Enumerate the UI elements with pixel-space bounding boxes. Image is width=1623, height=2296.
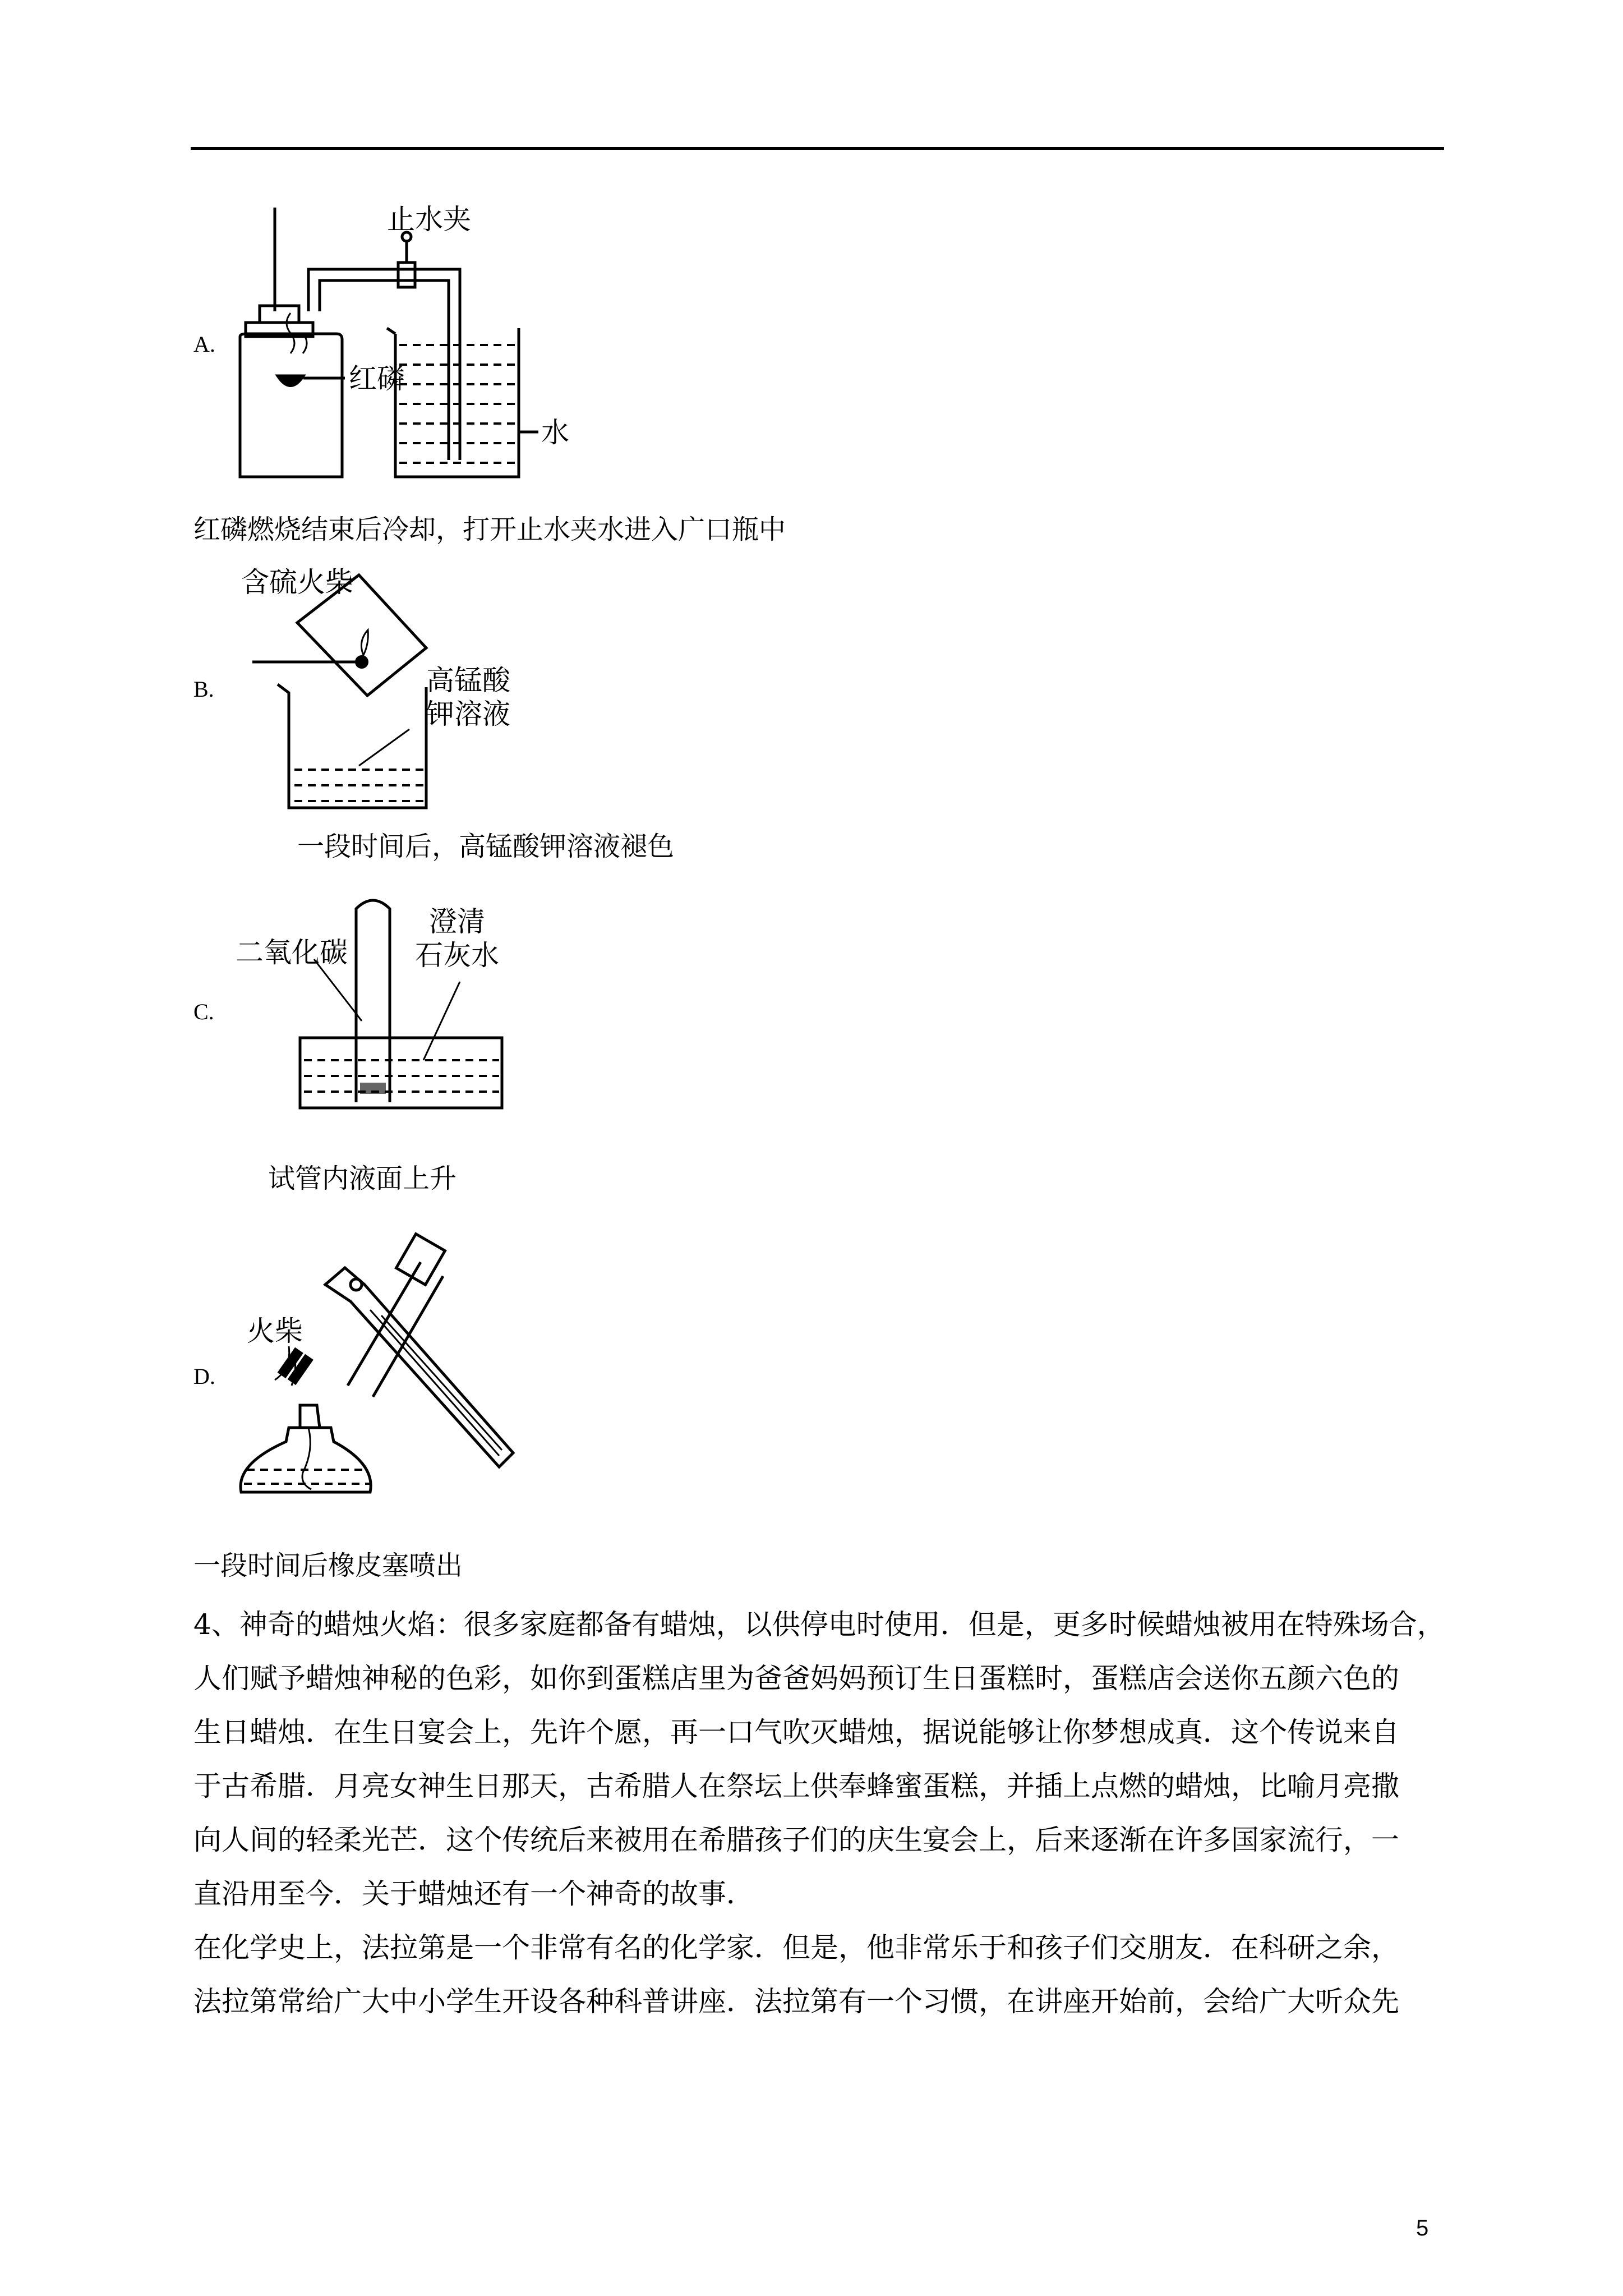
option-a-label: A. bbox=[193, 332, 215, 357]
figure-b-match-label: 含硫火柴 bbox=[241, 566, 353, 599]
option-b-label: B. bbox=[193, 677, 214, 702]
figure-c-gas-label: 二氧化碳 bbox=[236, 936, 348, 969]
option-c-label: C. bbox=[193, 999, 214, 1024]
passage-line: 法拉第常给广大中小学生开设各种科普讲座．法拉第有一个习惯，在讲座开始前，会给广大听众先 bbox=[193, 1985, 1399, 2018]
figure-d-alcohol-lamp-test-tube bbox=[236, 1217, 550, 1531]
figure-a-phosphorus-label: 红磷 bbox=[349, 362, 405, 395]
passage-line: 4、神奇的蜡烛火焰：很多家庭都备有蜡烛，以供停电时使用．但是，更多时候蜡烛被用在特殊场合， bbox=[193, 1608, 1445, 1641]
figure-b-solution-label-2: 钾溶液 bbox=[426, 698, 510, 730]
figure-a-water-label: 水 bbox=[541, 416, 569, 449]
passage-line: 向人间的轻柔光芒．这个传统后来被用在希腊孩子们的庆生宴会上，后来逐渐在许多国家流行，一 bbox=[193, 1824, 1399, 1856]
passage-line: 在化学史上，法拉第是一个非常有名的化学家．但是，他非常乐于和孩子们交朋友．在科研之余， bbox=[193, 1931, 1399, 1964]
figure-d-match-label: 火柴 bbox=[247, 1315, 303, 1347]
option-a-caption: 红磷燃烧结束后冷却，打开止水夹水进入广口瓶中 bbox=[193, 514, 786, 545]
figure-c-co2-test-tube bbox=[236, 892, 561, 1116]
passage-line: 人们赋予蜡烛神秘的色彩，如你到蛋糕店里为爸爸妈妈预订生日蛋糕时，蛋糕店会送你五颜六色的 bbox=[193, 1662, 1399, 1695]
figure-c-limewater-label-2: 石灰水 bbox=[415, 939, 499, 972]
option-d-label: D. bbox=[193, 1364, 215, 1389]
option-c-caption: 试管内液面上升 bbox=[268, 1163, 457, 1194]
figure-c-limewater-label-1: 澄清 bbox=[429, 905, 485, 938]
passage-line: 直沿用至今．关于蜡烛还有一个神奇的故事． bbox=[193, 1878, 754, 1910]
figure-a-clamp-label: 止水夹 bbox=[387, 203, 471, 236]
option-d-caption: 一段时间后橡皮塞喷出 bbox=[193, 1550, 463, 1581]
passage bbox=[193, 1598, 1444, 2028]
passage-line: 于古希腊．月亮女神生日那天，古希腊人在祭坛上供奉蜂蜜蛋糕，并插上点燃的蜡烛，比喻月亮撒 bbox=[193, 1770, 1399, 1802]
option-b-caption: 一段时间后，高锰酸钾溶液褪色 bbox=[297, 831, 675, 862]
figure-b-solution-label-1: 高锰酸 bbox=[426, 664, 510, 697]
figure-a-red-phosphorus-apparatus bbox=[224, 191, 617, 494]
figure-b-sulfur-match-beaker bbox=[241, 555, 578, 819]
header-rule bbox=[191, 147, 1444, 150]
passage-line: 生日蜡烛．在生日宴会上，先许个愿，再一口气吹灭蜡烛，据说能够让你梦想成真．这个传说来自 bbox=[193, 1716, 1399, 1749]
page-number: 5 bbox=[1416, 2216, 1429, 2240]
